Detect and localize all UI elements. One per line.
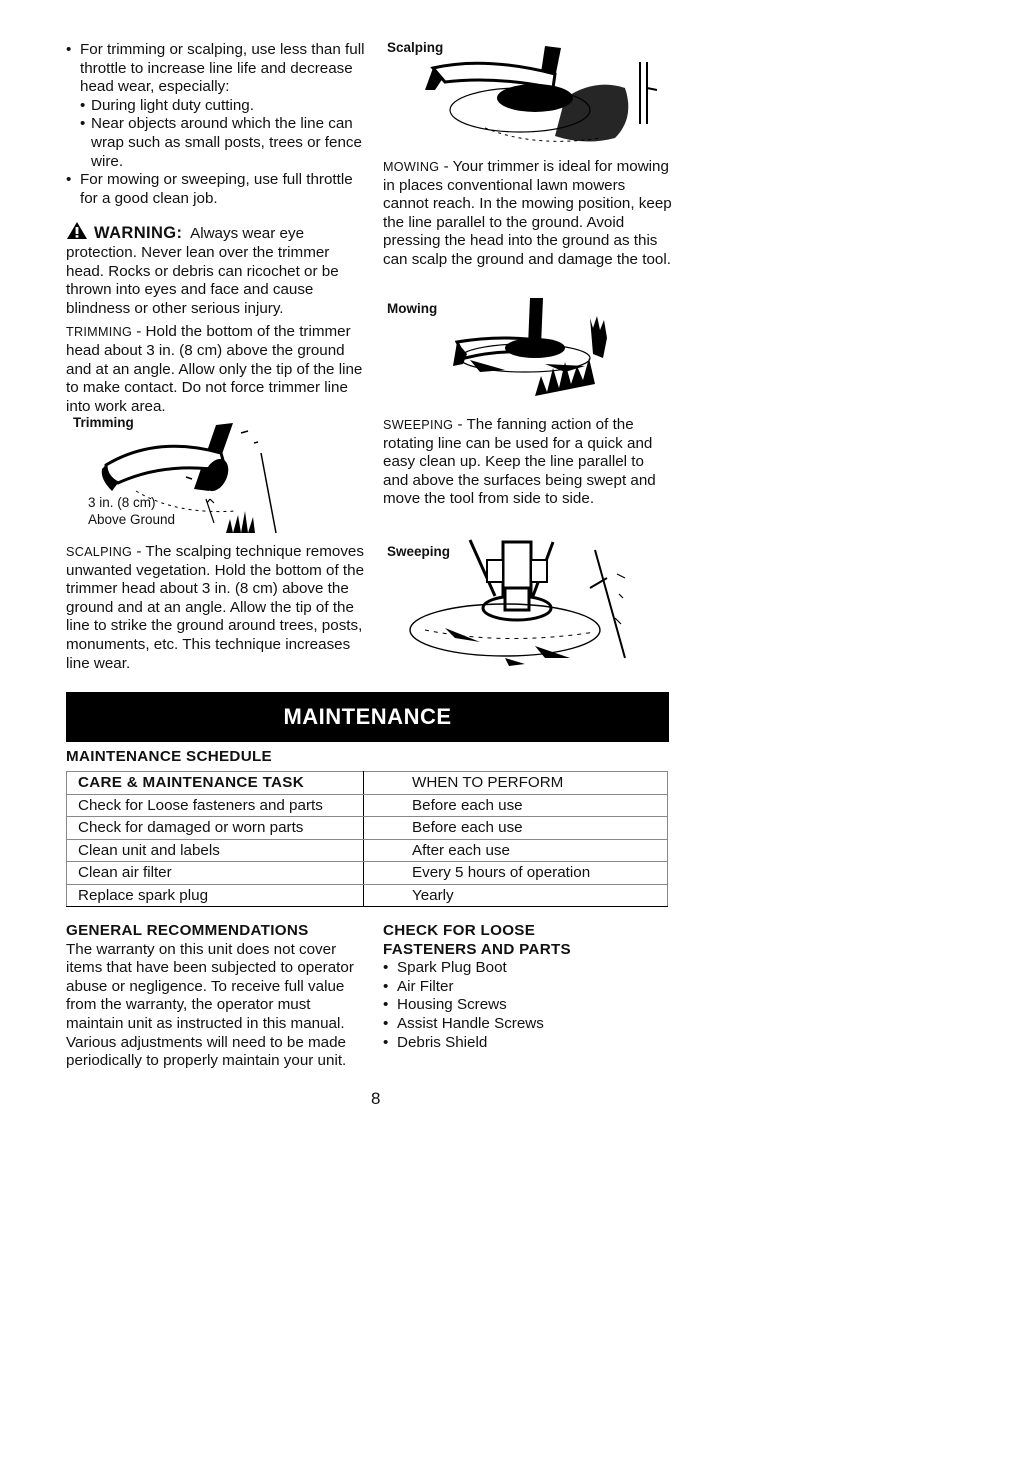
table-row (67, 862, 668, 885)
table-row (67, 794, 668, 817)
table-row (67, 884, 668, 907)
sub-bullet-near-objects: • Near objects around which the line can wrap such as small posts, trees or fence wire. (66, 115, 366, 171)
mowing-text: - Your trimmer is ideal for mowing in places conventional lawn mowers cannot reach. In the mowing position, keep the line parallel to the ground. Avoid pressing the head into the ground as this can scalp the ground and damage the tool. (383, 158, 672, 268)
list-item: • Debris Shield (383, 1034, 673, 1053)
warning-triangle-icon (66, 221, 88, 240)
mowing-figure-label: Mowing (387, 301, 438, 316)
trimming-figure (66, 413, 296, 543)
sweeping-text: - The fanning action of the rotating line can be used for a quick and easy clean up. Keep the line parallel to and above the surfaces being swept and move the tool from side to side. (383, 416, 656, 508)
scalping-paragraph (66, 543, 366, 673)
scalping-heading: SCALPING (66, 545, 133, 559)
scalping-illustration (385, 38, 675, 150)
maintenance-banner: MAINTENANCE (66, 692, 669, 742)
table-header-row (67, 772, 668, 795)
bullet-mowing-throttle: • For mowing or sweeping, use full throttle for a good clean job. (66, 171, 366, 208)
table-cell-when: Before each use (364, 817, 668, 840)
list-item: • Air Filter (383, 978, 673, 997)
mowing-heading: MOWING (383, 160, 440, 174)
table-row (67, 817, 668, 840)
trimming-annotation-ground: Above Ground (88, 512, 176, 527)
trimming-paragraph (66, 323, 366, 416)
table-cell-when: Yearly (364, 884, 668, 907)
table-cell-task: Check for damaged or worn parts (67, 817, 364, 840)
check-fasteners-heading-2: FASTENERS AND PARTS (383, 940, 571, 958)
warning-text: Always wear eye protection. Never lean over the trimmer head. Rocks or debris can ricochet or be thrown into eyes and face and cause blindness or other serious injury. (66, 225, 339, 317)
maintenance-schedule-table (66, 771, 668, 907)
table-cell-task: Clean unit and labels (67, 839, 364, 862)
general-recommendations-heading: GENERAL RECOMMENDATIONS (66, 922, 309, 939)
mowing-figure (385, 298, 675, 410)
table-cell-task: Clean air filter (67, 862, 364, 885)
table-header-when: WHEN TO PERFORM (364, 772, 668, 795)
table-cell-task: Replace spark plug (67, 884, 364, 907)
scalping-text: - The scalping technique removes unwanted vegetation. Hold the bottom of the trimmer head about 3 in. (8 cm) above the ground and at an angle. Allow the tip of the line to strike the ground around trees, posts, monuments, etc. This technique increases line wear. (66, 543, 365, 672)
maintenance-schedule-title: MAINTENANCE SCHEDULE (66, 748, 272, 765)
sweeping-paragraph (383, 416, 673, 509)
check-fasteners-section (383, 922, 673, 1052)
table-cell-task: Check for Loose fasteners and parts (67, 794, 364, 817)
trimming-text: - Hold the bottom of the trimmer head about 3 in. (8 cm) above the ground and at an angle. Allow only the tip of the line to make contact. Do not force trimmer line into work area. (66, 323, 363, 415)
trimming-annotation-height: 3 in. (8 cm) (88, 495, 156, 510)
warning-label: WARNING: (94, 224, 183, 243)
page-number: 8 (371, 1089, 381, 1108)
table-row (67, 839, 668, 862)
list-item: • Assist Handle Screws (383, 1015, 673, 1034)
sub-bullet-light-duty: • During light duty cutting. (66, 97, 366, 116)
table-cell-when: Before each use (364, 794, 668, 817)
table-cell-when: After each use (364, 839, 668, 862)
left-column (66, 41, 366, 416)
sweeping-figure-label: Sweeping (387, 544, 451, 559)
list-item: • Housing Screws (383, 996, 673, 1015)
check-fasteners-heading-1: CHECK FOR LOOSE (383, 922, 536, 939)
table-cell-when: Every 5 hours of operation (364, 862, 668, 885)
mowing-illustration (385, 298, 675, 410)
sweeping-heading: SWEEPING (383, 418, 454, 432)
list-item: • Spark Plug Boot (383, 959, 673, 978)
sweeping-illustration (385, 538, 675, 673)
table-header-task: CARE & MAINTENANCE TASK (67, 772, 364, 795)
general-recommendations (66, 922, 356, 1071)
scalping-figure (385, 38, 675, 150)
scalping-figure-label: Scalping (387, 40, 444, 55)
general-recommendations-text: The warranty on this unit does not cover items that have been subjected to operator abuse or negligence. To receive full value from the warranty, the operator must maintain unit as instructed in this manual. Various adjustments will need to be made periodically to properly maintain your unit. (66, 940, 354, 1070)
bullet-trimming-throttle: • For trimming or scalping, use less than full throttle to increase line life and decrease head wear, especially: (66, 41, 366, 97)
trimming-figure-label: Trimming (73, 415, 134, 430)
trimming-heading: TRIMMING (66, 325, 133, 340)
sweeping-figure (385, 538, 675, 673)
warning-paragraph (66, 221, 366, 318)
mowing-paragraph (383, 158, 673, 270)
